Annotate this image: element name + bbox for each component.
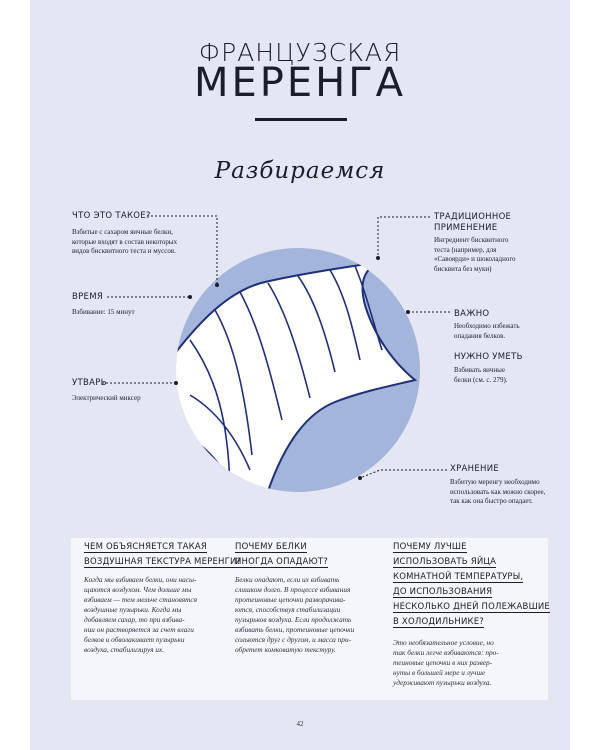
traditional-label: ТРАДИЦИОННОЕ ПРИМЕНЕНИЕ: [434, 212, 512, 233]
what-label: ЧТО ЭТО ТАКОЕ?: [72, 211, 151, 221]
what-text: Взбитые с сахаром яичные белки, которые входят в состав некоторых видов бисквитного теста и муссов.: [72, 228, 178, 255]
storage-label: ХРАНЕНИЕ: [450, 464, 500, 474]
important-text: Необходимо избежать опадания белков.: [454, 322, 520, 340]
page-number: 42: [296, 720, 304, 728]
tools-label: УТВАРЬ: [72, 378, 107, 388]
page: [30, 0, 570, 750]
time-text: Взбивание: 15 минут: [72, 308, 135, 316]
faq-answer-1: Когда мы взбиваем белки, они насы- щаются воздухом. Чем дольше мы взбиваем — тем мельче становятся воздушные пузырьки. Когда мы добавляем сахар, то при взбива- нии он растворяется за счет влаги белков и обволакивает пузырьки воздуха, стабилизируя их.: [84, 575, 198, 654]
section-subtitle: Разбираемся: [214, 158, 386, 184]
faq-answer-3: Это необязательное условие, но так белки легче взбиваются: про- теиновые цепочки в них развер- нуты в большей мере и лучше удерживают пузырьки воздуха.: [393, 638, 499, 687]
title-line-1: ФРАНЦУЗСКАЯ: [198, 38, 402, 67]
faq-answer-2: Белки опадают, если их взбивать слишком долго. В процессе взбивания протеиновые цепочки разворачива- ются, способствуя стабилизации пузырьков воздуха. Если продолжать взбивать белки, протеиновые цепочки сольются друг с другом, и масса при- обретет комковатую текстуру.: [235, 575, 355, 654]
faq-question-3: ПОЧЕМУ ЛУЧШЕ ИСПОЛЬЗОВАТЬ ЯЙЦА КОМНАТНОЙ ТЕМПЕРАТУРЫ, ДО ИСПОЛЬЗОВАНИЯ НЕСКОЛЬКО ДНЕЙ ПОЛЕЖАВШИЕ В ХОЛОДИЛЬНИКЕ?: [393, 542, 550, 627]
skill-label: НУЖНО УМЕТЬ: [454, 352, 523, 362]
faq-question-1: ЧЕМ ОБЪЯСНЯЕТСЯ ТАКАЯ ВОЗДУШНАЯ ТЕКСТУРА МЕРЕНГИ?: [84, 542, 242, 567]
skill-text: Взбивать яичные белки (см. с. 279).: [454, 366, 508, 384]
important-label: ВАЖНО: [454, 309, 490, 319]
time-label: ВРЕМЯ: [72, 292, 104, 302]
storage-text: Взбитую меренгу необходимо использовать как можно скорее, так как она быстро опадает.: [450, 478, 546, 505]
tools-text: Электрический миксер: [72, 394, 141, 402]
faq-question-2: ПОЧЕМУ БЕЛКИ ИНОГДА ОПАДАЮТ?: [235, 542, 329, 567]
traditional-text: Ингредиент бисквитного теста (например, для «Савоярди» и шоколадного бисквита без муки): [434, 236, 516, 273]
title-line-2: МЕРЕНГА: [193, 60, 406, 106]
